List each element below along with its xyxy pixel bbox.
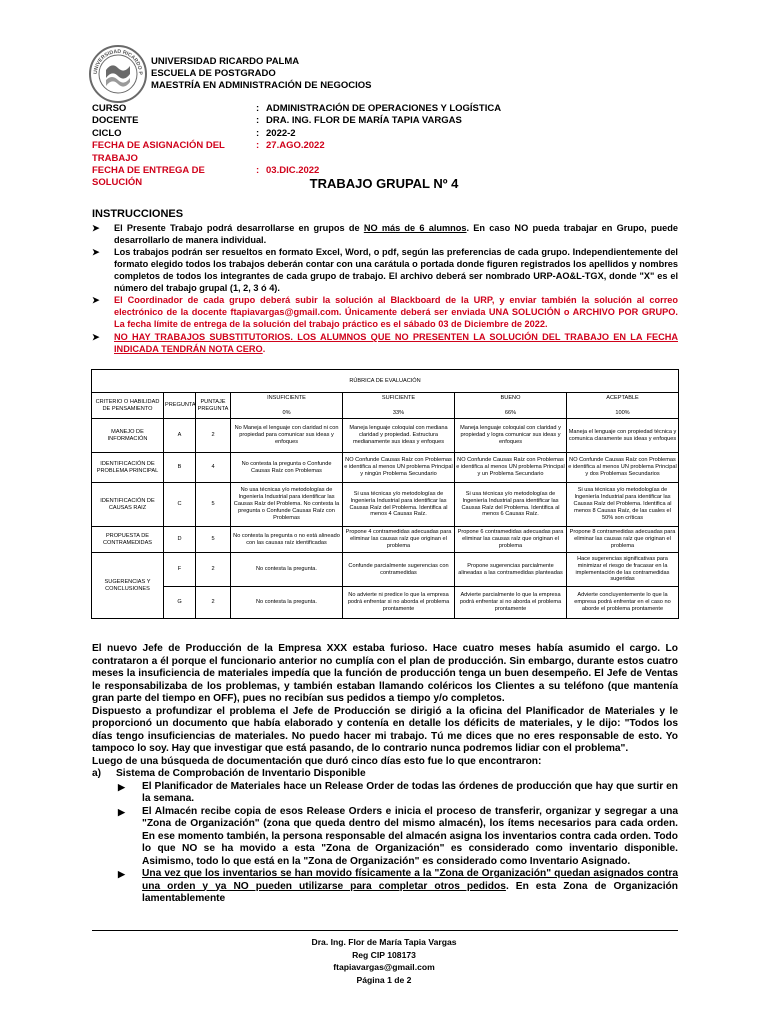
rubric-row: G 2 No contesta la pregunta. No advierte ni predice lo que la empresa podrá enfrentar si no aborda el problema prontamente Advierte parcialmente lo que la empresa podrá enfrentar si no aborda el problema prontamente Advierte concluyentemente lo que la empresa podrá enfrentar en el caso no aborde el problema prontamente bbox=[92, 587, 679, 619]
header-criterion: CRITERIO O HABILIDAD DE PENSAMIENTO bbox=[92, 393, 164, 419]
triangle-bullet-icon: ▶ bbox=[118, 806, 125, 817]
rubric-row: PROPUESTA DE CONTRAMEDIDAS D 5 No contesta la pregunta o no está alineado con las causas raíz identificadas Propone 4 contramedidas adecuadas para eliminar las causas raíz que originan el problema Propone 6 contramedidas adecuadas para eliminar las causas raíz que originan el problema Propone 8 contramedidas adecuadas para eliminar las causas raíz que originan el problema bbox=[92, 527, 679, 553]
arrow-bullet-icon: ➤ bbox=[92, 247, 100, 258]
subsection-heading: a) Sistema de Comprobación de Inventario Disponible bbox=[92, 768, 366, 779]
info-row-assign-date: FECHA DE ASIGNACIÓN DEL TRABAJO : 27.AGO.2022 bbox=[92, 140, 325, 164]
header-level: INSUFICIENTE 0% bbox=[231, 393, 343, 419]
footer-divider bbox=[92, 930, 678, 931]
list-item: ▶ Una vez que los inventarios se han movido físicamente a la "Zona de Organización" quedan asignados contra una orden y ya NO pueden utilizarse para completar otros pedidos. En esta Zona de Organización lamentablemente bbox=[118, 868, 678, 904]
info-row-teacher: DOCENTE : DRA. ING. FLOR DE MARÍA TAPIA VARGAS bbox=[92, 115, 462, 127]
rubric-row: MANEJO DE INFORMACIÓN A 2 No Maneja el lenguaje con claridad ni con propiedad para comunicar sus ideas y enfoques Maneja lenguaje coloquial con mediana claridad y propiedad. Estructura medianamente sus ideas y enfoques Maneja lenguaje coloquial con claridad y propiedad y logra comunicar sus ideas y enfoques Maneja el lenguaje con propiedad técnica y comunica claramente sus ideas y enfoques bbox=[92, 419, 679, 453]
info-row-due-date: FECHA DE ENTREGA DE SOLUCIÓN : 03.DIC.2022 bbox=[92, 165, 320, 189]
instructions-list bbox=[92, 223, 678, 356]
school-name: ESCUELA DE POSTGRADO bbox=[151, 68, 276, 79]
page-number: Página 1 de 2 bbox=[356, 974, 412, 985]
footer-email: ftapiavargas@gmail.com bbox=[333, 962, 435, 972]
paragraph: Luego de una búsqueda de documentación que duró cinco días esto fue lo que encontraron: bbox=[92, 755, 542, 767]
instruction-item: ➤ El Presente Trabajo podrá desarrollarse en grupos de NO más de 6 alumnos. En caso NO pueda trabajar en Grupo, puede desarrollarlo de manera individual. bbox=[92, 223, 678, 245]
header-score: PUNTAJE PREGUNTA bbox=[196, 393, 231, 419]
arrow-bullet-icon: ➤ bbox=[92, 331, 100, 342]
header-level: ACEPTABLE 100% bbox=[567, 393, 679, 419]
instruction-item: ➤ NO HAY TRABAJOS SUBSTITUTORIOS. LOS ALUMNOS QUE NO PRESENTEN LA SOLUCIÓN DEL TRABAJO EN LA FECHA INDICADA TENDRÁN NOTA CERO. bbox=[92, 331, 678, 354]
triangle-bullet-icon: ▶ bbox=[118, 781, 125, 792]
university-name: UNIVERSIDAD RICARDO PALMA bbox=[151, 56, 300, 67]
instructions-heading: INSTRUCCIONES bbox=[92, 208, 184, 220]
document-title: TRABAJO GRUPAL Nº 4 bbox=[309, 176, 459, 191]
instruction-item: ➤ Los trabajos podrán ser resueltos en formato Excel, Word, o pdf, según las preferencias de cada grupo. Independientemente del formato elegido todos los trabajos deberán contar con una carátula o portada donde figuren registrados los apellidos y nombres completos de todos los integrantes de cada grupo de trabajo. El archivo deberá ser nombrado URP-AO&L-TGX, donde "X" es el número del trabajo grupal (1, 2, 3 ó 4). bbox=[92, 247, 678, 294]
rubric-table bbox=[91, 369, 679, 619]
page-footer bbox=[0, 936, 768, 986]
header-level: BUENO 66% bbox=[455, 393, 567, 419]
university-logo bbox=[88, 44, 148, 104]
list-item: ▶ El Almacén recibe copia de esos Release Orders e inicia el proceso de transferir, organizar y segregar a una "Zona de Organización" (zona que queda dentro del mismo almacén), los ítems necesarios para cada orden. En ese momento también, la persona responsable del almacén asigna los inventarios contra cada orden. Todo lo que NO se ha movido a esta "Zona de Organización" es considerado como inventario disponible. Asimismo, todo lo que está en la "Zona de Organización" es considerado como Inventario Asignado. bbox=[118, 805, 678, 867]
program-name: MAESTRÍA EN ADMINISTRACIÓN DE NEGOCIOS bbox=[151, 80, 372, 91]
paragraph: El nuevo Jefe de Producción de la Empresa XXX estaba furioso. Hace cuatro meses había asumido el cargo. Lo contrataron a él porque el funcionario anterior no cumplía con el plan de producción. Sin embargo, durante estos cuatro meses la insuficiencia de materiales impedía que la función de producción tenga un buen desempeño. El Jefe de Ventas le responsabilizaba de los problemas, y también estaban llamando coléricos los Clientes a su teléfono (que mantenía gran parte del tiempo en OFF), pues no recibían sus pedidos a tiempo y/o completos. bbox=[92, 643, 678, 704]
list-item: ▶ El Planificador de Materiales hace un Release Order de todas las órdenes de producción que hay que surtir en la semana. bbox=[118, 780, 678, 804]
svg-text:UNIVERSIDAD RICARDO PALMA: UNIVERSIDAD RICARDO P bbox=[92, 48, 144, 75]
info-row-course: CURSO : ADMINISTRACIÓN DE OPERACIONES Y LOGÍSTICA bbox=[92, 103, 502, 114]
header-level: SUFICIENTE 33% bbox=[343, 393, 455, 419]
rubric-title: RÚBRICA DE EVALUACIÓN bbox=[92, 370, 679, 393]
arrow-bullet-icon: ➤ bbox=[92, 295, 100, 306]
rubric-row: IDENTIFICACIÓN DE PROBLEMA PRINCIPAL B 4 No contesta la pregunta o Confunde Causas Raíz con Problemas NO Confunde Causas Raíz con Problemas e identifica al menos UN problema Principal y ningún Problema Secundario NO Confunde Causas Raíz con Problemas e identifica al menos UN problema Principal y un Problema Secundario NO Confunde Causas Raíz con Problemas e identifica al menos UN problema Principal y dos Problemas Secundarios bbox=[92, 453, 679, 483]
footer-name: Dra. Ing. Flor de María Tapia Vargas bbox=[311, 937, 457, 947]
instruction-item: ➤ El Coordinador de cada grupo deberá subir la solución al Blackboard de la URP, y enviar también la solución al correo electrónico de la docente ftapiavargas@gmail.com. Únicamente deberá ser enviada UNA SOLUCIÓN o ARCHIVO POR GRUPO. La fecha límite de entrega de la solución del trabajo práctico es el sábado 03 de Diciembre de 2022. bbox=[92, 295, 678, 330]
rubric-title-row bbox=[92, 370, 679, 393]
paragraph: Dispuesto a profundizar el problema el Jefe de Producción se dirigió a la oficina del Planificador de Materiales y le proporcionó un documento que había elaborado y contenía en detalle los déficits de materiales, y le dijo: "Todos los días tengo insuficiencias de materiales. No puedo hacer mi trabajo. Tú me dices que no eres responsable de esto. Yo tampoco lo soy. Hay que investigar que está pasando, de lo contrario nunca podremos lidiar con el problema". bbox=[92, 705, 678, 754]
rubric-header-row bbox=[92, 393, 679, 419]
rubric-row: SUGERENCIAS Y CONCLUSIONES F 2 No contesta la pregunta. Confunde parcialmente sugerencias con contramedidas Propone sugerencias parcialmente alineadas a las contramedidas planteadas Hace sugerencias significativas para minimizar el riesgo de fracasar en la implementación de las contramedidas sugeridas bbox=[92, 553, 679, 587]
info-row-cycle: CICLO : 2022-2 bbox=[92, 127, 296, 139]
triangle-bullet-icon: ▶ bbox=[118, 869, 125, 879]
footer-reg: Reg CIP 108173 bbox=[352, 949, 416, 960]
university-seal-icon bbox=[88, 44, 148, 104]
arrow-bullet-icon: ➤ bbox=[92, 223, 100, 233]
case-study bbox=[92, 643, 678, 906]
institution-block bbox=[151, 56, 371, 92]
rubric-row: IDENTIFICACIÓN DE CAUSAS RAIZ C 5 No usa técnicas y/o metodologías de Ingeniería Industrial para identificar las Causas Raíz del Problema. No contesta la pregunta o Confunde Causas Raíz con Problemas Si usa técnicas y/o metodologías de Ingeniería Industrial para identificar las Causas Raíz del Problema. Identifica al menos 4 Causas Raíz. Si usa técnicas y/o metodologías de Ingeniería Industrial para identificar las Causas Raíz del Problema. Identifica al menos 6 Causas Raíz. Si usa técnicas y/o metodologías de Ingeniería Industrial para identificar las Causas Raíz del Problema. Identifica al menos 8 Causas Raíz, de las cuales el 50% son críticas bbox=[92, 483, 679, 527]
header-question: PREGUNTA bbox=[164, 393, 196, 419]
